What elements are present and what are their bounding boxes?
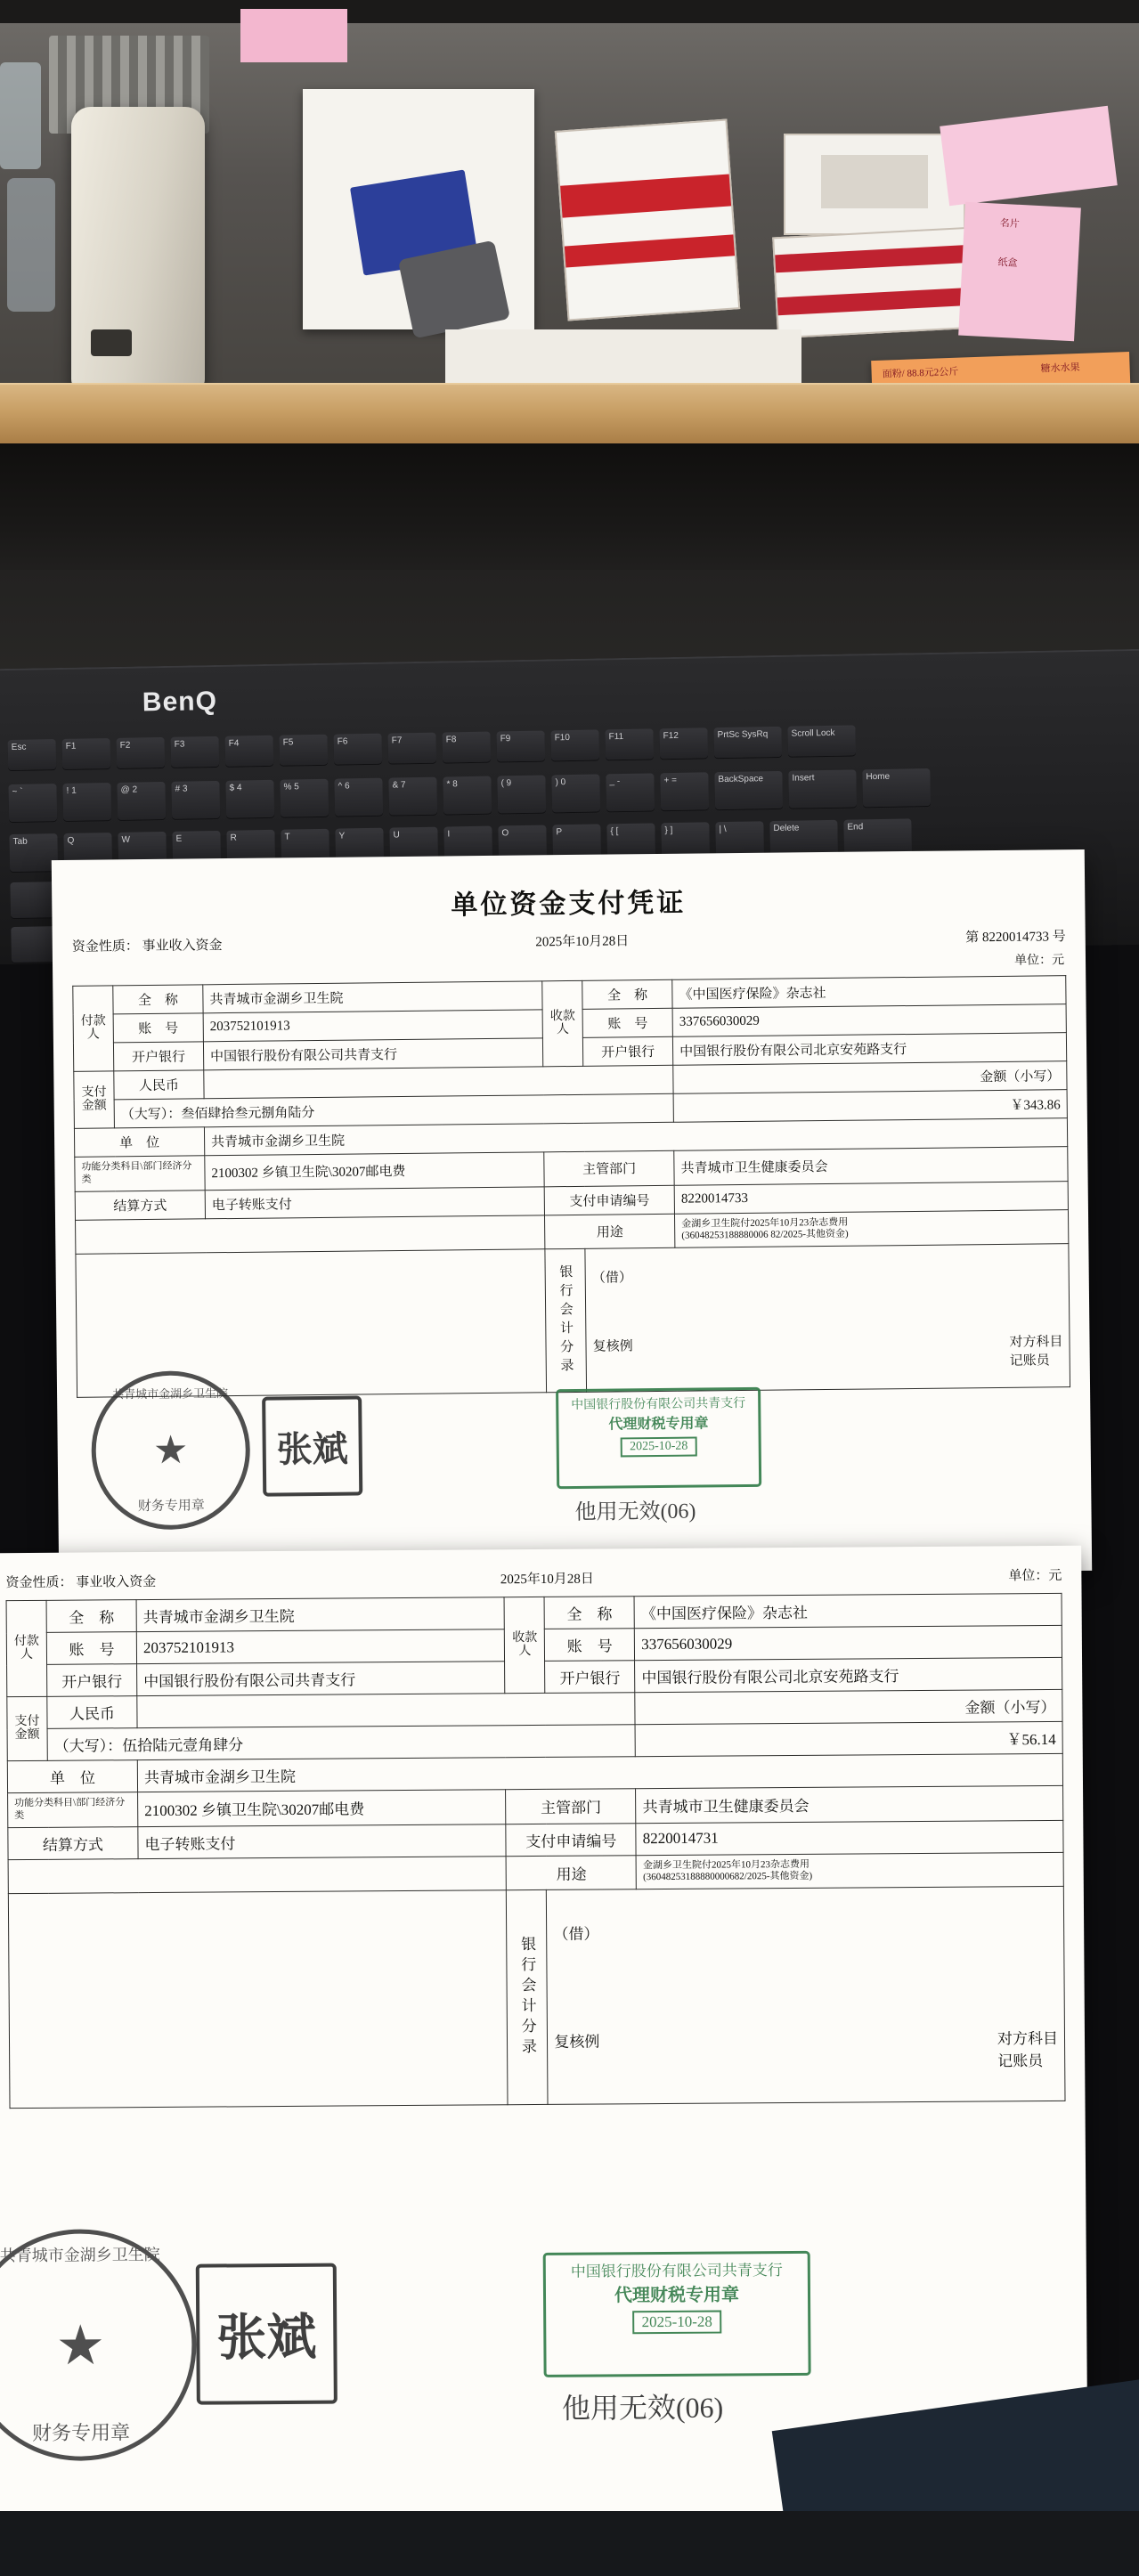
purpose-line-2-2: (36048253188880000682/2025-其他资金) [643, 1871, 813, 1883]
key-[interactable]: + = [660, 772, 709, 810]
key-e[interactable]: E [172, 831, 221, 869]
key-delete[interactable]: Delete [769, 820, 838, 858]
key-f2[interactable]: F2 [117, 737, 166, 768]
debit-label-2: （借） [553, 1925, 599, 1943]
voucher-meta-row-1: 资金性质： 事业收入资金 2025年10月28日 第 8220014733 号 [71, 930, 1066, 955]
payer-side-label-2: 付款人 [6, 1600, 47, 1696]
key-f10[interactable]: F10 [551, 729, 600, 760]
glass-bottle-left [0, 62, 41, 169]
key-6[interactable]: ^ 6 [334, 778, 383, 817]
purpose-line-2: (36048253188880006 82/2025-其他资金) [681, 1228, 849, 1241]
table-row [8, 1886, 1065, 2108]
debit-label: （借） [591, 1270, 632, 1286]
fund-nature-label-2: 资金性质 [5, 1575, 60, 1591]
settlement-label: 结算方式 [75, 1190, 205, 1220]
personal-name-stamp-2: 张斌 [196, 2263, 338, 2405]
dept-in-charge-value: 共青城市卫生健康委员会 [674, 1147, 1068, 1185]
apply-no-label-2: 支付申请编号 [506, 1823, 636, 1856]
pink-paper-pad [240, 9, 347, 62]
payer-bank-value-2: 中国银行股份有限公司共青支行 [137, 1662, 506, 1696]
green-stamp-date: 2025-10-28 [621, 1437, 697, 1458]
note-line-1: 面粉/ 88.8元2公斤 [882, 366, 959, 380]
key-r[interactable]: R [226, 830, 275, 868]
key-f3[interactable]: F3 [171, 736, 220, 768]
payee-bank-value: 中国银行股份有限公司北京安苑路支行 [673, 1033, 1067, 1066]
function-subject-value-2: 2100302 乡镇卫生院\30207邮电费 [138, 1790, 507, 1826]
apply-no-value-2: 8220014731 [636, 1820, 1063, 1855]
reviewer-label: 复核例 [592, 1338, 633, 1354]
bookkeeper-label-2: 记账员 [997, 2052, 1044, 2069]
payee-bank-label: 开户银行 [583, 1036, 673, 1066]
floor-shadow [0, 2511, 1139, 2576]
paper-clips-box [555, 118, 740, 321]
payee-account-label-2: 账 号 [545, 1629, 635, 1662]
payer-bank-value: 中国银行股份有限公司共青支行 [203, 1038, 542, 1070]
key-o[interactable]: O [498, 825, 547, 864]
key-3[interactable]: # 3 [171, 781, 220, 819]
invalid-notice-stamp: 他用无效(06) [574, 1499, 696, 1524]
payer-side-label: 付款人 [73, 986, 114, 1071]
key-w[interactable]: W [118, 832, 167, 870]
unit-label: 单 位 [74, 1127, 204, 1158]
key-y[interactable]: Y [335, 828, 384, 866]
key-f6[interactable]: F6 [334, 734, 383, 765]
green-stamp-date-2: 2025-10-28 [632, 2311, 721, 2335]
note-line-3: 糖水水果 [1040, 362, 1080, 375]
bank-entry-area-1 [585, 1244, 1070, 1393]
key-8[interactable]: * 8 [443, 776, 492, 815]
key-7[interactable]: & 7 [388, 777, 437, 816]
dept-in-charge-label: 主管部门 [544, 1150, 674, 1186]
key-f5[interactable]: F5 [280, 735, 329, 766]
unit-value-2: 共青城市金湖乡卫生院 [137, 1753, 1062, 1792]
counter-subject-label: 对方科目 [1009, 1334, 1063, 1350]
serial-suffix: 号 [1052, 930, 1066, 945]
payment-amount-label-2: 支付金额 [7, 1696, 48, 1760]
voucher-title: 单位资金支付凭证 [451, 888, 687, 921]
key-insert[interactable]: Insert [788, 769, 857, 808]
amount-small-value: ￥343.86 [673, 1090, 1067, 1123]
personal-name-stamp: 张斌 [262, 1395, 362, 1496]
shelf-under-shadow [0, 443, 1139, 586]
voucher-table-1 [72, 975, 1070, 1398]
payer-account-label: 账 号 [113, 1013, 203, 1043]
green-stamp-line-2-2: 代理财税专用章 [614, 2285, 740, 2306]
wooden-shelf-board [0, 383, 1139, 445]
payer-name-label-2: 全 称 [46, 1600, 136, 1633]
payee-account-value-2: 337656030029 [635, 1625, 1062, 1660]
key-tab[interactable]: Tab [9, 833, 58, 872]
apply-no-label: 支付申请编号 [544, 1185, 674, 1215]
payment-voucher-2 [0, 1546, 1088, 2533]
voucher-meta-row-2: 资金性质： 事业收入资金 2025年10月28日 单位：元 [0, 1546, 1081, 1597]
settlement-value: 电子转账支付 [205, 1186, 544, 1218]
settlement-value-2: 电子转账支付 [138, 1824, 507, 1858]
keyboard-brand-logo: BenQ [142, 686, 218, 718]
key-u[interactable]: U [389, 827, 438, 865]
key-p[interactable]: P [552, 824, 601, 862]
label-printer [71, 107, 205, 392]
key-f7[interactable]: F7 [388, 733, 437, 764]
key-[interactable]: { [ [606, 823, 655, 861]
key-scroll-lock[interactable]: Scroll Lock [787, 725, 856, 756]
counter-subject-label-2: 对方科目 [997, 2029, 1059, 2047]
settlement-label-2: 结算方式 [8, 1826, 138, 1859]
bank-entry-label: 银行会计分录 [545, 1248, 587, 1392]
unit-value: 共青城市金湖乡卫生院 [204, 1118, 1067, 1156]
amount-small-value-2: ￥56.14 [635, 1721, 1062, 1756]
key-i[interactable]: I [443, 826, 492, 865]
bank-green-stamp [556, 1387, 761, 1489]
currency-label-2: 人民币 [47, 1696, 137, 1729]
official-round-stamp [91, 1370, 251, 1531]
key-[interactable]: _ - [606, 773, 655, 811]
payee-account-value: 337656030029 [672, 1004, 1066, 1037]
purpose-line-1-2: 金湖乡卫生院付2025年10月23杂志费用 [642, 1858, 810, 1871]
white-carton [784, 134, 965, 235]
amount-capital-value-2: （大写）：伍拾陆元壹角肆分 [47, 1725, 636, 1761]
purpose-line-1: 金湖乡卫生院付2025年10月23杂志费用 [681, 1216, 849, 1230]
currency-blank-2 [137, 1693, 636, 1728]
voucher-date: 2025年10月28日 [535, 934, 630, 950]
payer-bank-label-2: 开户银行 [47, 1664, 137, 1697]
seal-area-2 [8, 1890, 508, 2109]
payee-account-label: 账 号 [582, 1008, 672, 1037]
unit-label-2: 单 位 [7, 1760, 137, 1793]
bank-entry-area-2 [547, 1886, 1065, 2104]
voucher-date-2: 2025年10月28日 [500, 1572, 594, 1588]
round-stamp-top-text: 共青城市金湖乡卫生院 [111, 1386, 229, 1402]
glass-jar-left [7, 178, 55, 312]
key-[interactable]: } ] [661, 822, 710, 860]
round-stamp-bottom-text: 财务专用章 [137, 1499, 205, 1515]
reviewer-label-2: 复核例 [554, 2033, 600, 2051]
payee-name-label: 全 称 [582, 979, 672, 1009]
invalid-notice-stamp-2: 他用无效(06) [561, 2391, 724, 2425]
green-stamp-line-2: 代理财税专用章 [608, 1416, 709, 1433]
key-f8[interactable]: F8 [443, 732, 492, 763]
fund-nature-value: 事业收入资金 [142, 939, 223, 955]
key-f12[interactable]: F12 [659, 727, 708, 759]
payee-bank-label-2: 开户银行 [545, 1661, 635, 1694]
function-subject-label: 功能分类科目\部门经济分类 [75, 1156, 205, 1191]
fund-nature-label: 资金性质 [71, 939, 126, 955]
payee-name-value-2: 《中国医疗保险》杂志社 [634, 1593, 1062, 1628]
key-esc[interactable]: Esc [8, 739, 57, 770]
key-9[interactable]: ( 9 [497, 776, 546, 814]
key-prtsc-sysrq[interactable]: PrtSc SysRq [713, 727, 782, 758]
green-stamp-line-1-2: 中国银行股份有限公司共青支行 [570, 2262, 783, 2280]
payer-name-value: 共青城市金湖乡卫生院 [203, 981, 542, 1013]
key-2[interactable]: @ 2 [117, 782, 166, 820]
star-icon-2: ★ [55, 2314, 106, 2377]
key-home[interactable]: Home [862, 768, 931, 807]
serial-prefix: 第 [965, 930, 980, 946]
currency-label: 人民币 [114, 1070, 204, 1100]
round-stamp-top-text-2: 共青城市金湖乡卫生院 [0, 2245, 160, 2265]
voucher-table-2 [6, 1593, 1066, 2109]
apply-no-value: 8220014733 [674, 1181, 1068, 1214]
key-1[interactable]: ! 1 [62, 783, 111, 821]
function-subject-value: 2100302 乡镇卫生院\30207邮电费 [205, 1152, 545, 1190]
payer-account-value: 203752101913 [203, 1010, 542, 1042]
key-backspace[interactable]: BackSpace [714, 771, 783, 809]
key-4[interactable]: $ 4 [225, 780, 274, 818]
payer-account-label-2: 账 号 [46, 1632, 136, 1665]
key-f11[interactable]: F11 [605, 728, 654, 760]
unit-note-1: 单位：元 [1013, 954, 1065, 968]
payee-name-label-2: 全 称 [544, 1597, 634, 1629]
dept-in-charge-value-2: 共青城市卫生健康委员会 [636, 1785, 1063, 1823]
payee-name-value: 《中国医疗保险》杂志社 [672, 976, 1066, 1009]
amount-capital-value: （大写）：叁佰肆拾叁元捌角陆分 [114, 1093, 673, 1128]
payer-name-label: 全 称 [113, 985, 203, 1014]
key-f1[interactable]: F1 [62, 738, 111, 769]
payer-name-value-2: 共青城市金湖乡卫生院 [136, 1597, 505, 1632]
table-row [76, 1244, 1070, 1398]
key-q[interactable]: Q [63, 833, 112, 871]
key-0[interactable]: ) 0 [551, 774, 600, 812]
serial-no: 8220014733 [981, 930, 1050, 946]
key-[interactable]: ~ ` [8, 784, 57, 822]
pink-note-text: 名片 [999, 217, 1021, 230]
official-round-stamp-2 [0, 2229, 197, 2462]
amount-small-label-2: 金额（小写） [635, 1689, 1062, 1724]
purpose-label: 用途 [545, 1214, 675, 1249]
amount-small-label: 金额（小写） [673, 1061, 1067, 1094]
payee-side-label: 收款人 [542, 980, 583, 1066]
round-stamp-bottom-text-2: 财务专用章 [31, 2421, 131, 2444]
payer-account-value-2: 203752101913 [136, 1629, 505, 1664]
unit-note-2: 单位：元 [1008, 1568, 1062, 1584]
key-t[interactable]: T [281, 829, 329, 867]
payee-bank-value-2: 中国银行股份有限公司北京安苑路支行 [635, 1657, 1062, 1692]
green-stamp-line-1: 中国银行股份有限公司共青支行 [571, 1396, 746, 1413]
bank-entry-label-2: 银行会计分录 [507, 1889, 549, 2104]
pink-note-text-2: 纸盒 [997, 256, 1018, 269]
purpose-label-2: 用途 [506, 1855, 636, 1890]
key-end[interactable]: End [843, 818, 912, 857]
bank-green-stamp-2 [543, 2251, 811, 2377]
key-5[interactable]: % 5 [280, 779, 329, 817]
key-[interactable]: | \ [715, 821, 764, 859]
dept-in-charge-label-2: 主管部门 [506, 1789, 636, 1824]
key-f9[interactable]: F9 [497, 731, 546, 762]
function-subject-label-2: 功能分类科目\部门经济分类 [8, 1792, 138, 1828]
payment-voucher-1 [52, 849, 1092, 1581]
key-f4[interactable]: F4 [225, 735, 274, 767]
payee-side-label-2: 收款人 [504, 1597, 545, 1693]
star-icon: ★ [152, 1428, 189, 1473]
bookkeeper-label: 记账员 [1009, 1353, 1050, 1369]
payer-bank-label: 开户银行 [113, 1042, 203, 1071]
pink-note [958, 202, 1081, 342]
payment-amount-label: 支付金额 [74, 1071, 115, 1128]
fund-nature-value-2: 事业收入资金 [76, 1574, 157, 1590]
